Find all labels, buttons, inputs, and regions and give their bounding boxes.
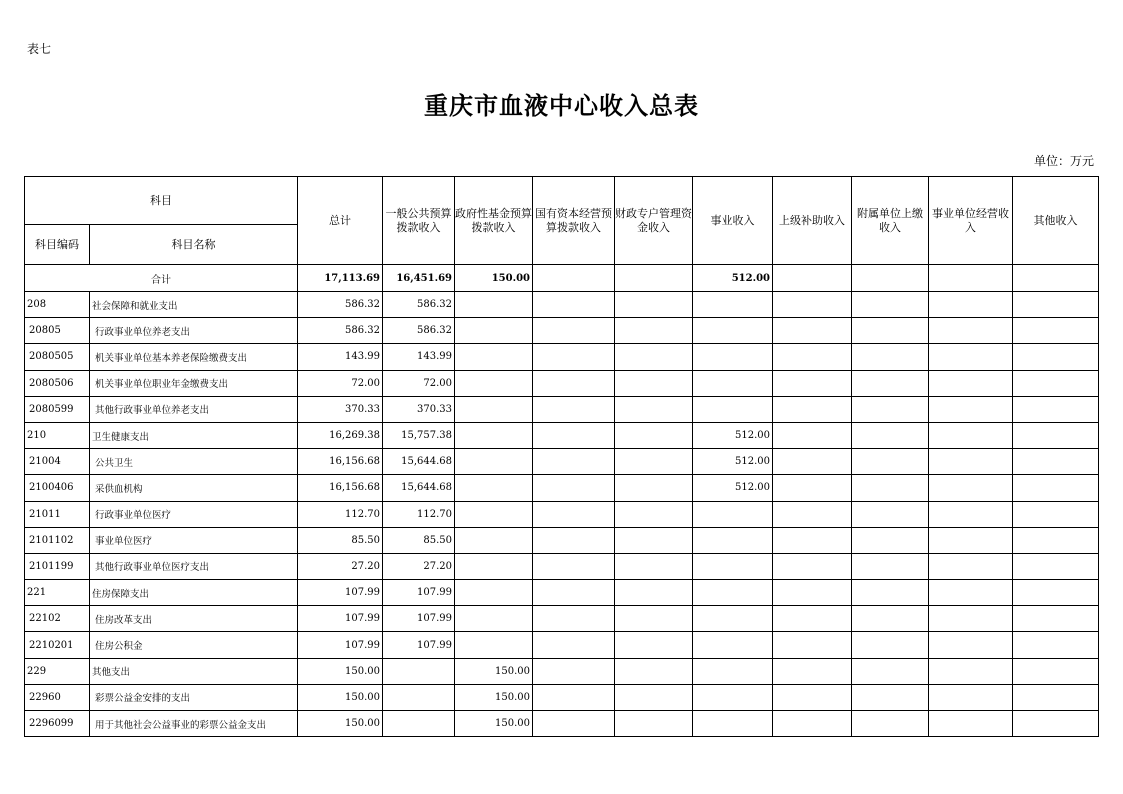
row-other	[1013, 580, 1099, 606]
row-fiscal-special	[615, 501, 693, 527]
row-other	[1013, 501, 1099, 527]
row-affiliated	[852, 344, 929, 370]
row-operating	[929, 449, 1013, 475]
row-total: 107.99	[298, 580, 383, 606]
row-business	[693, 501, 773, 527]
row-state-capital	[533, 580, 615, 606]
row-operating	[929, 422, 1013, 448]
row-code: 2080506	[25, 370, 90, 396]
row-general-budget: 586.32	[383, 292, 455, 318]
table-row	[25, 501, 1099, 527]
row-general-budget: 15,757.38	[383, 422, 455, 448]
total-superior-subsidy	[773, 265, 852, 292]
row-general-budget: 370.33	[383, 396, 455, 422]
row-superior-subsidy	[773, 580, 852, 606]
total-label: 合计	[25, 265, 298, 292]
row-code: 2080505	[25, 344, 90, 370]
row-total: 85.50	[298, 527, 383, 553]
row-affiliated	[852, 527, 929, 553]
row-general-budget: 586.32	[383, 318, 455, 344]
row-state-capital	[533, 527, 615, 553]
row-affiliated	[852, 449, 929, 475]
row-total: 16,156.68	[298, 475, 383, 501]
row-name: 彩票公益金安排的支出	[90, 684, 298, 710]
row-business	[693, 344, 773, 370]
row-state-capital	[533, 396, 615, 422]
row-superior-subsidy	[773, 318, 852, 344]
row-fiscal-special	[615, 344, 693, 370]
table-row	[25, 318, 1099, 344]
table-row	[25, 553, 1099, 579]
row-general-budget: 107.99	[383, 606, 455, 632]
header-general-budget: 一般公共预算拨款收入	[383, 177, 455, 265]
row-business	[693, 292, 773, 318]
row-fiscal-special	[615, 396, 693, 422]
total-gov-fund: 150.00	[455, 265, 533, 292]
header-operating: 事业单位经营收入	[929, 177, 1013, 265]
row-code: 221	[25, 580, 90, 606]
row-general-budget: 85.50	[383, 527, 455, 553]
table-row	[25, 396, 1099, 422]
row-total: 27.20	[298, 553, 383, 579]
row-fiscal-special	[615, 580, 693, 606]
row-superior-subsidy	[773, 632, 852, 658]
row-code: 2296099	[25, 711, 90, 737]
row-total: 586.32	[298, 318, 383, 344]
total-general-budget: 16,451.69	[383, 265, 455, 292]
row-business	[693, 318, 773, 344]
row-business: 512.00	[693, 475, 773, 501]
row-code: 210	[25, 422, 90, 448]
row-superior-subsidy	[773, 344, 852, 370]
row-name: 社会保障和就业支出	[90, 292, 298, 318]
total-other	[1013, 265, 1099, 292]
row-operating	[929, 711, 1013, 737]
row-operating	[929, 318, 1013, 344]
row-fiscal-special	[615, 711, 693, 737]
row-general-budget: 15,644.68	[383, 449, 455, 475]
row-superior-subsidy	[773, 606, 852, 632]
row-total: 112.70	[298, 501, 383, 527]
row-total: 107.99	[298, 606, 383, 632]
row-fiscal-special	[615, 606, 693, 632]
header-subject: 科目	[25, 177, 298, 225]
row-name: 住房公积金	[90, 632, 298, 658]
row-fiscal-special	[615, 422, 693, 448]
total-state-capital	[533, 265, 615, 292]
row-code: 2080599	[25, 396, 90, 422]
row-gov-fund	[455, 475, 533, 501]
row-other	[1013, 658, 1099, 684]
row-code: 229	[25, 658, 90, 684]
row-operating	[929, 370, 1013, 396]
header-total: 总计	[298, 177, 383, 265]
total-row	[25, 265, 1099, 292]
header-gov-fund: 政府性基金预算拨款收入	[455, 177, 533, 265]
row-affiliated	[852, 501, 929, 527]
row-gov-fund	[455, 632, 533, 658]
row-gov-fund	[455, 292, 533, 318]
row-state-capital	[533, 711, 615, 737]
row-gov-fund	[455, 501, 533, 527]
header-fiscal-special: 财政专户管理资金收入	[615, 177, 693, 265]
total-operating	[929, 265, 1013, 292]
total-business: 512.00	[693, 265, 773, 292]
row-other	[1013, 632, 1099, 658]
row-state-capital	[533, 318, 615, 344]
row-gov-fund	[455, 449, 533, 475]
row-business	[693, 684, 773, 710]
row-business	[693, 370, 773, 396]
row-general-budget	[383, 711, 455, 737]
row-state-capital	[533, 449, 615, 475]
table-row	[25, 684, 1099, 710]
row-gov-fund	[455, 318, 533, 344]
row-operating	[929, 527, 1013, 553]
row-operating	[929, 684, 1013, 710]
row-fiscal-special	[615, 553, 693, 579]
row-operating	[929, 292, 1013, 318]
row-general-budget: 107.99	[383, 580, 455, 606]
income-summary-table	[24, 176, 1099, 737]
row-other	[1013, 292, 1099, 318]
row-name: 机关事业单位基本养老保险缴费支出	[90, 344, 298, 370]
row-affiliated	[852, 475, 929, 501]
header-subject-code: 科目编码	[25, 225, 90, 265]
row-general-budget: 72.00	[383, 370, 455, 396]
table-row	[25, 658, 1099, 684]
row-name: 行政事业单位医疗	[90, 501, 298, 527]
row-business	[693, 632, 773, 658]
row-gov-fund	[455, 527, 533, 553]
header-state-capital: 国有资本经营预算拨款收入	[533, 177, 615, 265]
table-row	[25, 344, 1099, 370]
row-code: 208	[25, 292, 90, 318]
total-affiliated	[852, 265, 929, 292]
row-superior-subsidy	[773, 658, 852, 684]
row-operating	[929, 344, 1013, 370]
row-other	[1013, 606, 1099, 632]
row-operating	[929, 501, 1013, 527]
row-business	[693, 396, 773, 422]
row-total: 586.32	[298, 292, 383, 318]
row-other	[1013, 684, 1099, 710]
row-affiliated	[852, 606, 929, 632]
row-business	[693, 658, 773, 684]
table-row	[25, 711, 1099, 737]
row-total: 16,156.68	[298, 449, 383, 475]
row-code: 20805	[25, 318, 90, 344]
row-other	[1013, 422, 1099, 448]
row-business	[693, 606, 773, 632]
row-name: 卫生健康支出	[90, 422, 298, 448]
row-code: 2210201	[25, 632, 90, 658]
row-total: 150.00	[298, 711, 383, 737]
row-business	[693, 711, 773, 737]
row-affiliated	[852, 318, 929, 344]
row-name: 机关事业单位职业年金缴费支出	[90, 370, 298, 396]
row-state-capital	[533, 606, 615, 632]
row-affiliated	[852, 711, 929, 737]
row-affiliated	[852, 370, 929, 396]
row-code: 21004	[25, 449, 90, 475]
row-state-capital	[533, 344, 615, 370]
header-other: 其他收入	[1013, 177, 1099, 265]
row-gov-fund	[455, 606, 533, 632]
row-code: 2101102	[25, 527, 90, 553]
row-state-capital	[533, 658, 615, 684]
row-other	[1013, 396, 1099, 422]
total-cell: 17,113.69	[298, 265, 383, 292]
row-business: 512.00	[693, 422, 773, 448]
row-gov-fund: 150.00	[455, 658, 533, 684]
header-business: 事业收入	[693, 177, 773, 265]
row-affiliated	[852, 422, 929, 448]
table-row	[25, 632, 1099, 658]
row-other	[1013, 370, 1099, 396]
row-affiliated	[852, 632, 929, 658]
row-business	[693, 553, 773, 579]
row-gov-fund	[455, 422, 533, 448]
row-fiscal-special	[615, 318, 693, 344]
row-total: 370.33	[298, 396, 383, 422]
row-other	[1013, 449, 1099, 475]
row-fiscal-special	[615, 370, 693, 396]
row-operating	[929, 658, 1013, 684]
row-general-budget: 27.20	[383, 553, 455, 579]
row-superior-subsidy	[773, 292, 852, 318]
row-fiscal-special	[615, 449, 693, 475]
row-name: 其他行政事业单位养老支出	[90, 396, 298, 422]
row-affiliated	[852, 580, 929, 606]
row-superior-subsidy	[773, 684, 852, 710]
row-total: 143.99	[298, 344, 383, 370]
row-code: 2101199	[25, 553, 90, 579]
row-state-capital	[533, 370, 615, 396]
row-superior-subsidy	[773, 527, 852, 553]
row-name: 住房改革支出	[90, 606, 298, 632]
row-operating	[929, 396, 1013, 422]
row-superior-subsidy	[773, 449, 852, 475]
row-operating	[929, 632, 1013, 658]
row-general-budget: 15,644.68	[383, 475, 455, 501]
row-business: 512.00	[693, 449, 773, 475]
row-superior-subsidy	[773, 396, 852, 422]
row-operating	[929, 475, 1013, 501]
table-row	[25, 292, 1099, 318]
row-total: 72.00	[298, 370, 383, 396]
row-affiliated	[852, 658, 929, 684]
table-label: 表七	[27, 42, 52, 56]
row-gov-fund	[455, 370, 533, 396]
row-general-budget: 107.99	[383, 632, 455, 658]
total-fiscal-special	[615, 265, 693, 292]
row-business	[693, 527, 773, 553]
page-title: 重庆市血液中心收入总表	[424, 91, 699, 120]
row-affiliated	[852, 292, 929, 318]
table-row	[25, 580, 1099, 606]
row-state-capital	[533, 292, 615, 318]
row-name: 其他支出	[90, 658, 298, 684]
row-operating	[929, 580, 1013, 606]
row-business	[693, 580, 773, 606]
row-name: 行政事业单位养老支出	[90, 318, 298, 344]
row-gov-fund: 150.00	[455, 711, 533, 737]
row-fiscal-special	[615, 475, 693, 501]
row-general-budget	[383, 684, 455, 710]
header-affiliated: 附属单位上缴收入	[852, 177, 929, 265]
row-state-capital	[533, 422, 615, 448]
row-state-capital	[533, 501, 615, 527]
row-name: 事业单位医疗	[90, 527, 298, 553]
row-state-capital	[533, 632, 615, 658]
row-operating	[929, 606, 1013, 632]
table-row	[25, 422, 1099, 448]
row-fiscal-special	[615, 632, 693, 658]
row-other	[1013, 344, 1099, 370]
table-row	[25, 475, 1099, 501]
row-gov-fund	[455, 580, 533, 606]
row-other	[1013, 711, 1099, 737]
row-state-capital	[533, 684, 615, 710]
row-other	[1013, 553, 1099, 579]
row-other	[1013, 527, 1099, 553]
row-gov-fund: 150.00	[455, 684, 533, 710]
row-gov-fund	[455, 344, 533, 370]
row-superior-subsidy	[773, 711, 852, 737]
row-general-budget	[383, 658, 455, 684]
row-fiscal-special	[615, 292, 693, 318]
row-gov-fund	[455, 553, 533, 579]
row-name: 住房保障支出	[90, 580, 298, 606]
table-row	[25, 449, 1099, 475]
row-affiliated	[852, 396, 929, 422]
header-superior-subsidy: 上级补助收入	[773, 177, 852, 265]
row-total: 150.00	[298, 658, 383, 684]
row-other	[1013, 475, 1099, 501]
row-general-budget: 112.70	[383, 501, 455, 527]
row-code: 22960	[25, 684, 90, 710]
row-affiliated	[852, 684, 929, 710]
unit-label: 单位：万元	[1033, 154, 1094, 168]
table-row	[25, 606, 1099, 632]
row-superior-subsidy	[773, 553, 852, 579]
row-superior-subsidy	[773, 370, 852, 396]
row-name: 公共卫生	[90, 449, 298, 475]
row-operating	[929, 553, 1013, 579]
row-other	[1013, 318, 1099, 344]
row-fiscal-special	[615, 527, 693, 553]
row-code: 2100406	[25, 475, 90, 501]
row-superior-subsidy	[773, 422, 852, 448]
row-general-budget: 143.99	[383, 344, 455, 370]
row-name: 其他行政事业单位医疗支出	[90, 553, 298, 579]
row-total: 107.99	[298, 632, 383, 658]
row-total: 150.00	[298, 684, 383, 710]
header-subject-name: 科目名称	[90, 225, 298, 265]
row-code: 22102	[25, 606, 90, 632]
row-total: 16,269.38	[298, 422, 383, 448]
row-state-capital	[533, 553, 615, 579]
row-name: 采供血机构	[90, 475, 298, 501]
row-affiliated	[852, 553, 929, 579]
row-code: 21011	[25, 501, 90, 527]
row-name: 用于其他社会公益事业的彩票公益金支出	[90, 711, 298, 737]
row-gov-fund	[455, 396, 533, 422]
row-superior-subsidy	[773, 475, 852, 501]
table-row	[25, 527, 1099, 553]
row-fiscal-special	[615, 658, 693, 684]
row-fiscal-special	[615, 684, 693, 710]
row-state-capital	[533, 475, 615, 501]
row-superior-subsidy	[773, 501, 852, 527]
table-row	[25, 370, 1099, 396]
